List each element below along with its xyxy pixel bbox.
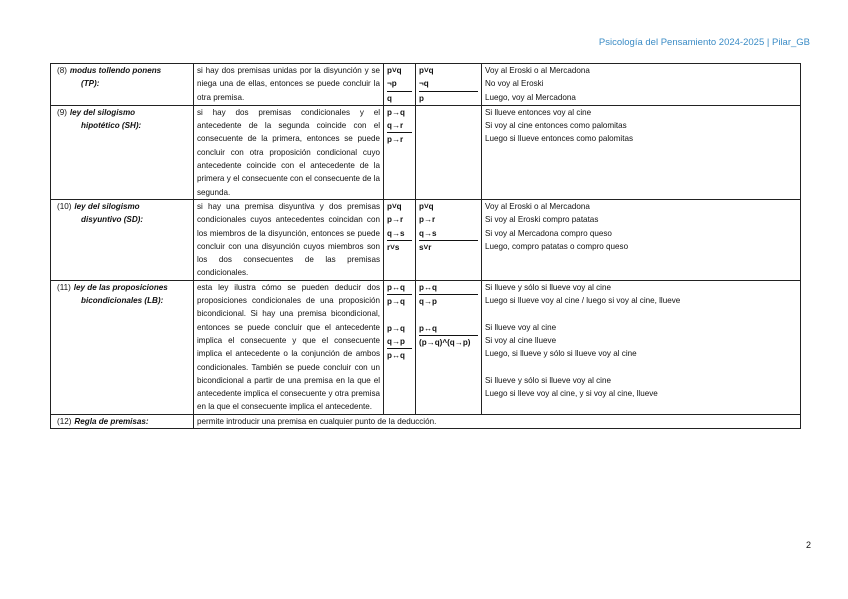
table-row (51, 105, 801, 199)
formula-line: q→r (387, 119, 412, 133)
table-row (51, 64, 801, 106)
example-cell (482, 64, 801, 106)
example-cell (482, 280, 801, 414)
formula-conclusion: (p→q)^(q→p) (419, 337, 471, 347)
rule-description: si hay una premisa disyuntiva y dos premisas condicionales cuyos antecedentes coincidan con los miembros de la disyunción, entonces se puede concluir con una disyunción cuyos miembros son los dos consecuentes de las premisas condicionales. (194, 199, 384, 280)
rule-name-cell (51, 105, 194, 199)
formula-conclusion: q→p (419, 297, 437, 307)
example-line: Luego, si llueve y sólo si llueve voy al cine (485, 349, 637, 359)
page-header-title: Psicología del Pensamiento 2024-2025 | Pilar_GB (598, 37, 810, 48)
table-row (51, 280, 801, 414)
formula-cell (416, 64, 482, 106)
formula-conclusion: q (387, 93, 392, 103)
rule-description: esta ley ilustra cómo se pueden deducir dos proposiciones condicionales de una proposición bicondicional. Si hay una premisa bicondicional, entonces se puede concluir que el antecedente implica el consecuente y que el consecuente implica el antecedente o la conjunción de ambos condicionales. También se puede concluir con un bicondicional a partir de una premisa en la que el antecedente implica el consecuente y otra premisa en la que el consecuente implica el antecedente. (194, 280, 384, 414)
formula-conclusion: r˅s (387, 242, 400, 252)
rule-description: permite introducir una premisa en cualquier punto de la deducción. (194, 414, 801, 428)
rule-name: modus tollendo ponens (69, 66, 162, 75)
example-cell (482, 105, 801, 199)
formula-line: p˅q (387, 201, 402, 211)
formula-line: p→q (387, 323, 405, 333)
formula-cell (384, 105, 416, 199)
rule-abbreviation: (TP): (81, 79, 100, 89)
formula-conclusion: p↔q (387, 351, 405, 361)
formula-line: ¬q (419, 77, 478, 91)
formula-cell (384, 280, 416, 414)
formula-cell-empty (416, 105, 482, 199)
example-line: Luego, voy al Mercadona (485, 92, 576, 102)
formula-line: ¬p (387, 77, 412, 91)
formula-cell (416, 280, 482, 414)
example-line: Si voy al Eroski compro patatas (485, 215, 599, 225)
rule-name: ley de las proposiciones (73, 282, 168, 292)
rule-description: si hay dos premisas condicionales y el antecedente de la segunda coincide con el consecuente de la primera, entonces se puede concluir con otra proposición condicional cuyo antecedente coincide con el antecedente de la primera y el consecuente con el consecuente de la segunda. (194, 105, 384, 199)
spacer (485, 307, 797, 320)
formula-line: p˅q (419, 66, 434, 75)
rule-abbreviation: hipotético (SH): (81, 121, 142, 131)
rule-name: Regla de premisas: (74, 416, 149, 426)
rule-name: ley del silogismo (74, 201, 140, 211)
formula-line: p↔q (387, 281, 412, 295)
formula-cell (384, 199, 416, 280)
logic-rules-table (50, 63, 801, 429)
rule-abbreviation: disyuntivo (SD): (81, 215, 144, 225)
example-line: No voy al Eroski (485, 79, 544, 89)
example-line: Si llueve voy al cine (485, 322, 557, 332)
formula-line: q→p (387, 335, 412, 349)
formula-line: p↔q (419, 322, 478, 336)
example-line: Luego si llueve entonces como palomitas (485, 134, 634, 144)
table-row (51, 414, 801, 428)
example-line: Si llueve entonces voy al cine (485, 107, 592, 117)
example-line: Si voy al cine entonces como palomitas (485, 121, 627, 131)
rule-abbreviation: bicondicionales (LB): (81, 296, 164, 306)
example-line: Voy al Eroski o al Mercadona (485, 66, 590, 75)
formula-line: q→s (387, 227, 412, 241)
formula-line: q→s (419, 227, 478, 241)
spacer (387, 308, 412, 321)
formula-line: p˅q (387, 66, 402, 75)
formula-cell (384, 64, 416, 106)
page-number: 2 (806, 540, 812, 550)
formula-line: p→q (387, 107, 405, 117)
rule-number: (10) (57, 201, 72, 211)
example-line: Si voy al Mercadona compro queso (485, 228, 612, 238)
rule-number: (11) (57, 282, 71, 292)
spacer (419, 308, 478, 321)
spacer (485, 361, 797, 374)
formula-cell (416, 199, 482, 280)
rule-name: ley del silogismo (69, 107, 136, 117)
example-line: Voy al Eroski o al Mercadona (485, 201, 590, 211)
formula-conclusion: p (419, 93, 424, 103)
example-line: Luego si llueve voy al cine / luego si voy al cine, llueve (485, 296, 681, 306)
rule-number: (12) (57, 416, 72, 426)
rule-name-cell (51, 64, 194, 106)
rule-description: si hay dos premisas unidas por la disyunción y se niega una de ellas, entonces se puede concluir la otra premisa. (194, 64, 384, 106)
formula-line: p˅q (419, 201, 434, 211)
example-line: Si llueve y sólo si llueve voy al cine (485, 375, 611, 385)
formula-conclusion: s˅r (419, 242, 432, 252)
rule-number: (9) (57, 107, 67, 117)
rule-name-cell (51, 414, 194, 428)
example-line: Luego si lleve voy al cine, y si voy al cine, llueve (485, 389, 658, 399)
example-line: Si llueve y sólo si llueve voy al cine (485, 282, 611, 292)
formula-line: p↔q (419, 281, 478, 295)
example-line: Si voy al cine llueve (485, 335, 557, 345)
formula-conclusion: p→r (387, 135, 404, 145)
formula-line: p→r (387, 215, 404, 225)
table-row (51, 199, 801, 280)
example-cell (482, 199, 801, 280)
rule-name-cell (51, 280, 194, 414)
rule-name-cell (51, 199, 194, 280)
rule-number: (8) (57, 66, 67, 75)
example-line: Luego, compro patatas o compro queso (485, 241, 629, 251)
formula-line: p→r (419, 215, 436, 225)
formula-conclusion: p→q (387, 297, 405, 307)
